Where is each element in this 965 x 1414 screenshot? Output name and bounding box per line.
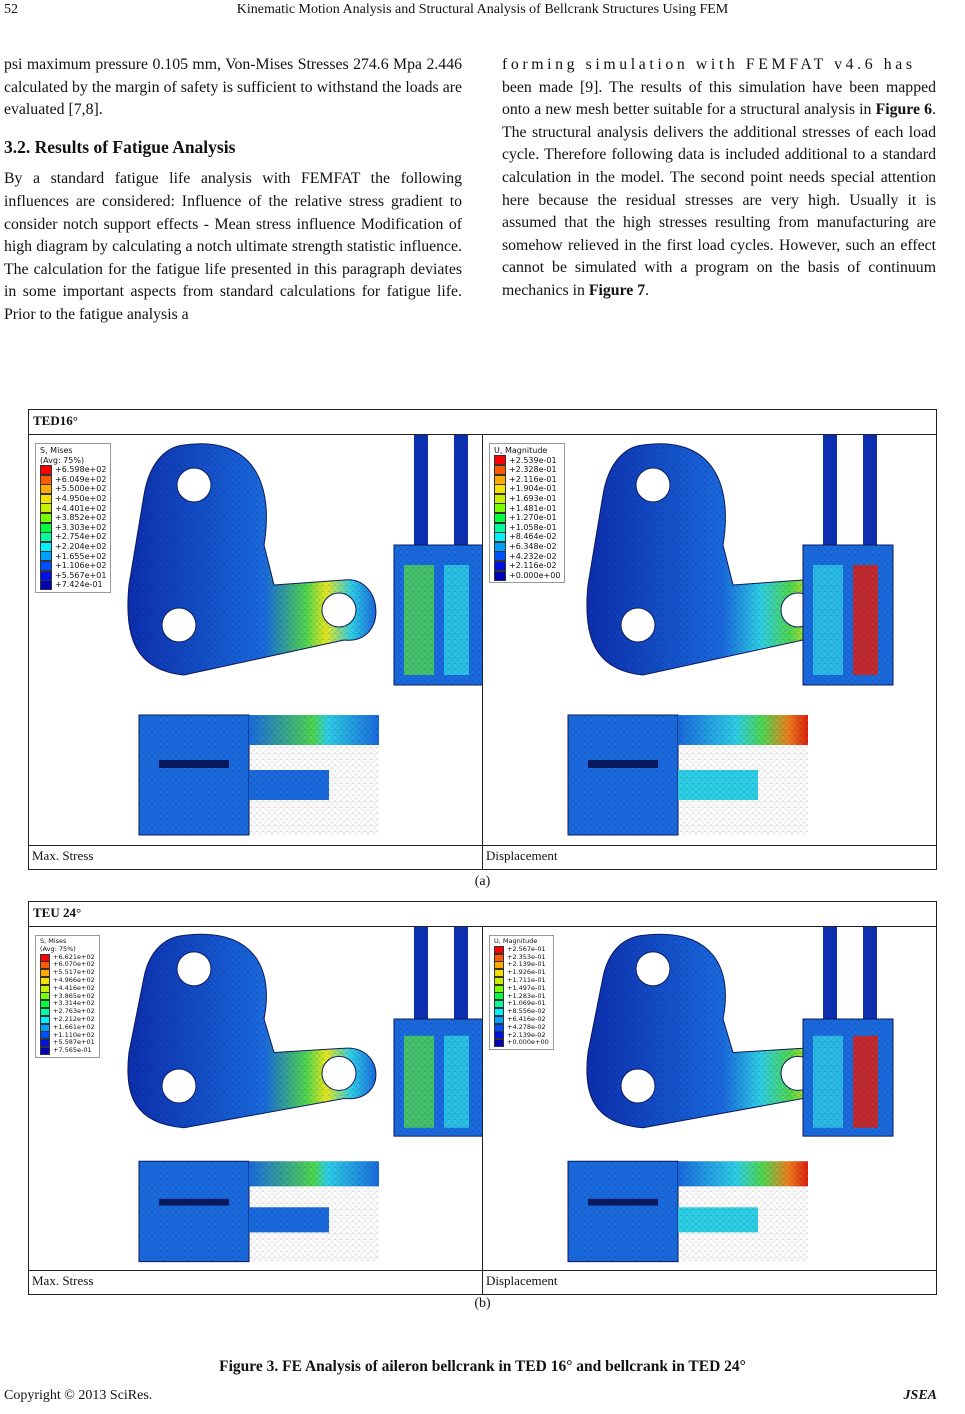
- legend-value: +5.500e+02: [55, 484, 107, 494]
- legend-swatch: [40, 542, 52, 552]
- panel-b-stress-caption: Max. Stress: [29, 1271, 483, 1295]
- left-paragraph-2: By a standard fatigue life analysis with FEMFAT the following influences are considered: Influence of the relative stress gradient to consider notch support effects - Mean stress influence Modification of high diagram by calculating a notch ultimate strength statistic influence. The calculation for the fatigue life presented in this paragraph deviates in some important aspects from standard calculations for fatigue life. Prior to the fatigue analysis a: [4, 170, 462, 323]
- journal-footer: JSEA: [903, 1388, 937, 1403]
- legend-swatch: [40, 523, 52, 533]
- legend-entry: [40, 552, 106, 562]
- legend-value: +7.565e-01: [53, 1046, 92, 1055]
- right-text-c: .: [645, 281, 650, 299]
- legend-value: +2.116e-02: [509, 561, 557, 571]
- legend-entry: [494, 456, 560, 466]
- bellcrank-hole: [621, 1069, 655, 1103]
- bellcrank-hole: [162, 1069, 196, 1103]
- figure-panel-b: [28, 901, 937, 1295]
- legend-swatch: [494, 494, 506, 504]
- legend-entry: [494, 561, 560, 571]
- legend-entry: [494, 475, 560, 485]
- legend-value: +1.497e-01: [507, 983, 546, 992]
- fork-bottom-view: [139, 715, 379, 835]
- legend-swatch: [40, 561, 52, 571]
- legend-swatch: [494, 561, 506, 571]
- legend-swatch: [40, 484, 52, 494]
- legend-entry: [40, 494, 106, 504]
- panel-a-title: TED16°: [29, 410, 937, 435]
- legend-entry: [494, 552, 560, 562]
- page-number: 52: [4, 2, 18, 17]
- panel-b-sublabel: (b): [474, 1296, 491, 1311]
- legend-swatch: [494, 465, 506, 475]
- legend-value: +1.711e-01: [507, 975, 546, 984]
- legend-entry: [40, 523, 106, 533]
- legend-swatch: [494, 484, 506, 494]
- legend-value: +1.926e-01: [507, 968, 546, 977]
- legend-value: +4.950e+02: [55, 493, 107, 503]
- right-text-b: . The structural analysis delivers the additional stresses of each load cycle. Therefore following data is included additional to a standard calculation in the model. The second point needs special attention here because the residual stresses are very high. Usually it is assumed that the high stresses resulting from manufacturing are somehow relieved in the first load cycles. However, such an effect cannot be simulated with a program on the basis of continuum mechanics in: [502, 101, 937, 299]
- right-first-line: forming simulation with FEMFAT v4.6 has: [502, 56, 916, 73]
- legend-value: +3.865e+02: [53, 991, 95, 1000]
- legend-value: +5.587e+01: [53, 1038, 95, 1047]
- fork-bottom-view: [568, 1161, 808, 1261]
- contour-legend: [35, 443, 111, 593]
- legend-value: +2.353e-01: [507, 952, 546, 961]
- copyright-footer: Copyright © 2013 SciRes.: [4, 1388, 153, 1403]
- running-title: Kinematic Motion Analysis and Structural Analysis of Bellcrank Structures Using FEM: [236, 2, 729, 17]
- panel-a-sublabel: (a): [474, 874, 491, 889]
- legend-entry: [494, 484, 560, 494]
- fork-bottom-view: [139, 1161, 379, 1261]
- legend-value: +1.110e+02: [53, 1030, 95, 1039]
- legend-value: +2.139e-02: [507, 1030, 546, 1039]
- legend-value: +2.212e+02: [53, 1014, 95, 1023]
- right-text-column: [502, 54, 936, 303]
- legend-averaging: (Avg: 75%): [40, 944, 76, 953]
- legend-swatch: [494, 523, 506, 533]
- legend-value: +1.481e-01: [509, 503, 557, 513]
- legend-entry: [494, 465, 560, 475]
- figure-6-reference: Figure 6: [875, 101, 933, 119]
- legend-value: +2.204e+02: [55, 541, 107, 551]
- legend-value: +2.139e-01: [507, 960, 546, 969]
- legend-swatch: [494, 513, 506, 523]
- legend-value: +2.116e-01: [509, 474, 557, 484]
- figure-panel-a: [28, 409, 937, 870]
- legend-entry: [494, 571, 560, 581]
- bellcrank-hole: [621, 608, 655, 642]
- legend-swatch: [40, 961, 50, 969]
- legend-value: +6.070e+02: [53, 960, 95, 969]
- legend-entry: [40, 532, 106, 542]
- legend-swatch: [494, 503, 506, 513]
- bellcrank-hole: [322, 1056, 356, 1090]
- legend-value: +6.621e+02: [53, 952, 95, 961]
- legend-value: +0.000e+00: [507, 1038, 549, 1047]
- legend-entry: [40, 504, 106, 514]
- legend-value: +4.966e+02: [53, 975, 95, 984]
- legend-swatch: [40, 551, 52, 561]
- panel-a-displacement-image: [483, 435, 936, 845]
- legend-swatch: [40, 1031, 50, 1039]
- legend-swatch: [494, 571, 506, 581]
- legend-entry: [40, 513, 106, 523]
- legend-entry: [494, 523, 560, 533]
- legend-entry: [494, 494, 560, 504]
- bellcrank-hole: [322, 593, 356, 627]
- legend-swatch: [40, 954, 50, 962]
- legend-value: +1.270e-01: [509, 513, 557, 523]
- legend-swatch: [40, 532, 52, 542]
- legend-entry: [40, 465, 106, 475]
- legend-swatch: [40, 1016, 50, 1024]
- legend-value: +5.517e+02: [53, 968, 95, 977]
- legend-header: U, Magnitude: [494, 937, 538, 945]
- legend-value: +2.539e-01: [509, 455, 557, 465]
- legend-value: +1.661e+02: [53, 1022, 95, 1031]
- legend-value: +3.852e+02: [55, 513, 107, 523]
- legend-swatch: [494, 1000, 504, 1008]
- legend-swatch: [40, 985, 50, 993]
- legend-swatch: [494, 1008, 504, 1016]
- legend-value: +2.567e-01: [507, 944, 546, 953]
- panel-a-stress-caption: Max. Stress: [29, 846, 483, 870]
- legend-swatch: [494, 1016, 504, 1024]
- legend-entry: [494, 513, 560, 523]
- legend-value: +6.598e+02: [55, 465, 107, 475]
- legend-swatch: [40, 580, 52, 590]
- legend-entry: [40, 561, 106, 571]
- legend-swatch: [40, 465, 52, 475]
- legend-swatch: [494, 1039, 504, 1047]
- legend-value: +1.069e-01: [507, 999, 546, 1008]
- legend-swatch: [494, 455, 506, 465]
- bellcrank-hole: [177, 952, 211, 986]
- legend-swatch: [494, 475, 506, 485]
- legend-value: +2.328e-01: [509, 465, 557, 475]
- figure-7-reference: Figure 7: [588, 281, 646, 299]
- right-text-a: been made [9]. The results of this simulation have been mapped onto a new mesh better suitable for a structural analysis in: [502, 78, 936, 119]
- legend-entry: [494, 1039, 549, 1047]
- legend-swatch: [40, 977, 50, 985]
- bracket-side-view: [394, 435, 482, 685]
- legend-swatch: [40, 571, 52, 581]
- legend-swatch: [494, 969, 504, 977]
- legend-swatch: [494, 1024, 504, 1032]
- legend-swatch: [494, 1031, 504, 1039]
- bracket-side-view: [803, 927, 893, 1136]
- legend-value: +3.303e+02: [55, 522, 107, 532]
- bracket-side-view: [394, 927, 482, 1136]
- legend-value: +7.424e-01: [55, 580, 103, 590]
- legend-swatch: [40, 475, 52, 485]
- legend-value: +1.693e-01: [509, 493, 557, 503]
- contour-legend: [489, 935, 554, 1050]
- legend-swatch: [494, 532, 506, 542]
- legend-header: S, Mises: [40, 446, 73, 455]
- legend-value: +3.314e+02: [53, 999, 95, 1008]
- legend-swatch: [494, 977, 504, 985]
- legend-entry: [40, 484, 106, 494]
- panel-a-stress-image: [29, 435, 482, 845]
- legend-value: +1.283e-01: [507, 991, 546, 1000]
- legend-value: +1.058e-01: [509, 522, 557, 532]
- legend-swatch: [40, 513, 52, 523]
- legend-value: +8.464e-02: [509, 532, 557, 542]
- bellcrank-hole: [636, 468, 670, 502]
- legend-swatch: [40, 494, 52, 504]
- panel-b-title: TEU 24°: [29, 902, 937, 927]
- bellcrank-hole: [636, 952, 670, 986]
- panel-b-displacement-caption: Displacement: [483, 1271, 937, 1295]
- legend-entry: [40, 571, 106, 581]
- bellcrank-hole: [162, 608, 196, 642]
- legend-value: +2.754e+02: [55, 532, 107, 542]
- contour-legend: [35, 935, 100, 1058]
- legend-swatch: [40, 1024, 50, 1032]
- panel-b-displacement-image: [483, 927, 936, 1270]
- figure-caption: Figure 3. FE Analysis of aileron bellcrank in TED 16° and bellcrank in TED 24°: [219, 1358, 746, 1375]
- bellcrank-hole: [177, 468, 211, 502]
- legend-swatch: [40, 1000, 50, 1008]
- legend-entry: [494, 542, 560, 552]
- bracket-side-view: [803, 435, 893, 685]
- legend-swatch: [494, 961, 504, 969]
- legend-averaging: (Avg: 75%): [40, 455, 85, 465]
- legend-value: +4.416e+02: [53, 983, 95, 992]
- legend-value: +0.000e+00: [509, 570, 561, 580]
- legend-entry: [40, 1047, 95, 1055]
- legend-swatch: [40, 1008, 50, 1016]
- legend-header: U, Magnitude: [494, 446, 548, 455]
- legend-value: +5.567e+01: [55, 570, 107, 580]
- legend-value: +1.655e+02: [55, 551, 107, 561]
- legend-entry: [494, 532, 560, 542]
- legend-swatch: [494, 551, 506, 561]
- right-paragraph: [502, 77, 936, 303]
- left-text-column: [4, 54, 462, 327]
- legend-swatch: [494, 992, 504, 1000]
- legend-entry: [494, 504, 560, 514]
- legend-value: +1.106e+02: [55, 561, 107, 571]
- legend-swatch: [40, 969, 50, 977]
- panel-b-stress-image: [29, 927, 482, 1270]
- section-heading: 3.2. Results of Fatigue Analysis: [4, 136, 236, 157]
- legend-value: +4.278e-02: [507, 1022, 546, 1031]
- legend-swatch: [40, 1047, 50, 1055]
- legend-swatch: [494, 542, 506, 552]
- legend-value: +6.348e-02: [509, 541, 557, 551]
- fork-bottom-view: [568, 715, 808, 835]
- legend-value: +4.232e-02: [509, 551, 557, 561]
- legend-swatch: [494, 954, 504, 962]
- legend-swatch: [40, 992, 50, 1000]
- legend-swatch: [494, 946, 504, 954]
- legend-value: +6.049e+02: [55, 474, 107, 484]
- legend-swatch: [40, 503, 52, 513]
- legend-value: +2.763e+02: [53, 1007, 95, 1016]
- legend-value: +6.416e-02: [507, 1014, 546, 1023]
- legend-entry: [40, 542, 106, 552]
- legend-swatch: [494, 985, 504, 993]
- legend-value: +1.904e-01: [509, 484, 557, 494]
- legend-entry: [40, 580, 106, 590]
- panel-a-displacement-caption: Displacement: [483, 846, 937, 870]
- contour-legend: [489, 443, 565, 583]
- legend-value: +4.401e+02: [55, 503, 107, 513]
- legend-value: +8.556e-02: [507, 1007, 546, 1016]
- legend-header: S, Mises: [40, 937, 67, 945]
- legend-swatch: [40, 1039, 50, 1047]
- left-paragraph-1: psi maximum pressure 0.105 mm, Von-Mises Stresses 274.6 Mpa 2.446 calculated by the margin of safety is sufficient to withstand the loads are evaluated [7,8].: [4, 56, 462, 119]
- legend-entry: [40, 475, 106, 485]
